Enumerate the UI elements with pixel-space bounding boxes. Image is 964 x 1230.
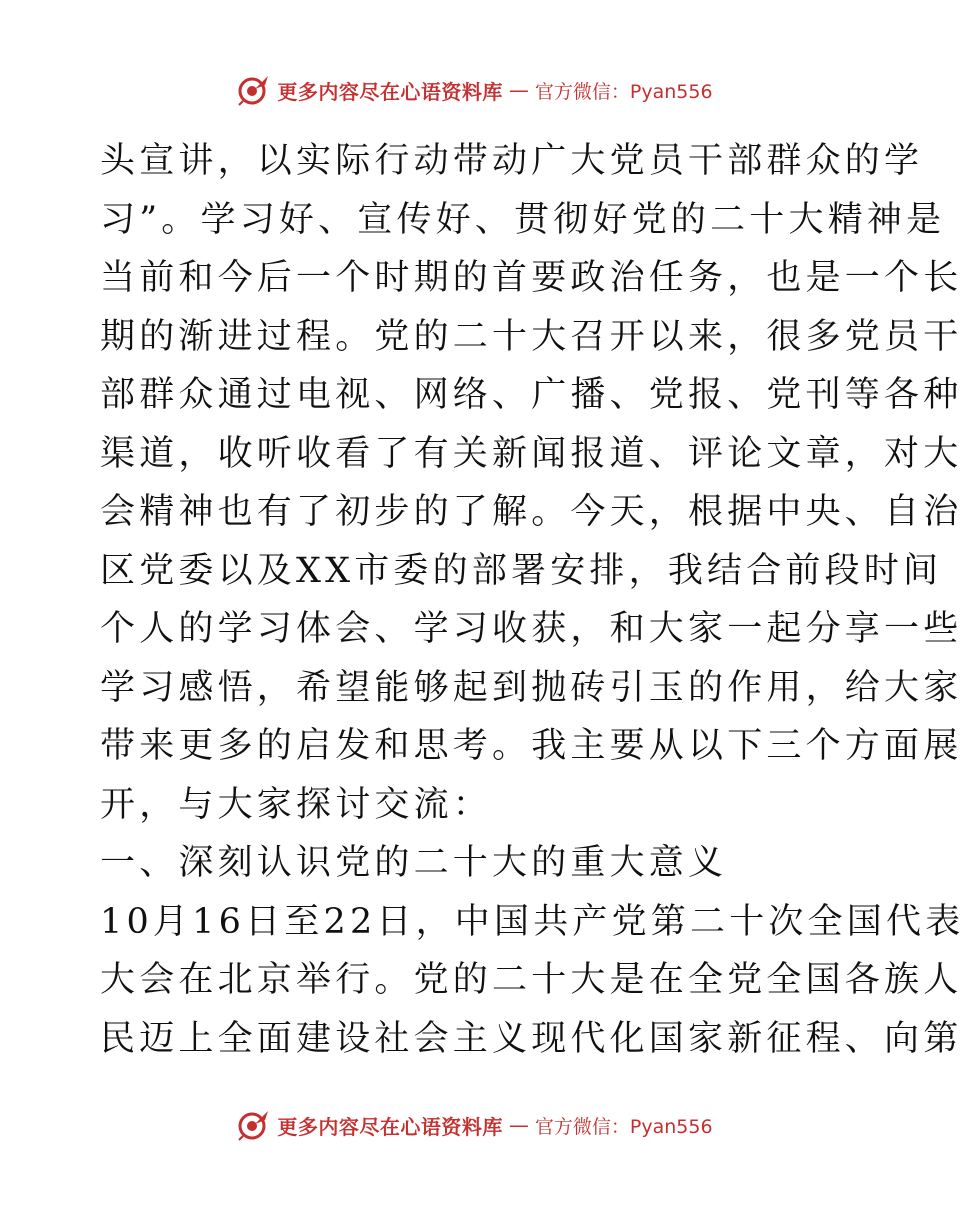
body-line: 个人的学习体会、学习收获，和大家一起分享一些: [100, 609, 963, 649]
body-line: 大会在北京举行。党的二十大是在全党全国各族人: [100, 960, 963, 1000]
footer-banner-title: 更多内容尽在心语资料库: [277, 1114, 503, 1139]
body-line: 10月16日至22日，中国共产党第二十次全国代表: [100, 901, 964, 942]
document-body: [100, 132, 964, 1068]
footer-banner: [0, 1105, 950, 1145]
header-banner-title: 更多内容尽在心语资料库: [277, 79, 503, 104]
body-line: 头宣讲，以实际行动带动广大党员干部群众的学: [100, 141, 924, 181]
footer-banner-dash: —: [508, 1113, 529, 1137]
header-banner-wechat: 官方微信：Pyan556: [534, 80, 713, 103]
section-heading: 一、深刻认识党的二十大的重大意义: [100, 843, 728, 883]
body-line: 习”。学习好、宣传好、贯彻好党的二十大精神是: [100, 199, 946, 240]
body-line: 部群众通过电视、网络、广播、党报、党刊等各种: [100, 375, 963, 415]
body-line: 会精神也有了初步的了解。今天，根据中央、自治: [100, 492, 963, 532]
quill-logo-icon: [237, 1108, 271, 1142]
header-banner: [0, 70, 950, 110]
footer-banner-inner: [237, 1108, 712, 1142]
body-line: 期的渐进过程。党的二十大召开以来，很多党员干: [100, 316, 963, 357]
quill-logo-icon: [237, 73, 271, 107]
body-line: 开，与大家探讨交流：: [100, 784, 493, 825]
body-line: 学习感悟，希望能够起到抛砖引玉的作用，给大家: [100, 667, 963, 708]
header-banner-dash: —: [508, 78, 529, 102]
footer-banner-wechat: 官方微信：Pyan556: [534, 1115, 713, 1138]
body-line: 民迈上全面建设社会主义现代化国家新征程、向第: [100, 1018, 963, 1059]
header-banner-inner: [237, 73, 712, 107]
body-line: 渠道，收听收看了有关新闻报道、评论文章，对大: [100, 433, 963, 474]
body-line: 带来更多的启发和思考。我主要从以下三个方面展: [100, 726, 963, 766]
body-line: 区党委以及XX市委的部署安排，我结合前段时间: [100, 550, 943, 591]
body-line: 当前和今后一个时期的首要政治任务，也是一个长: [100, 258, 963, 298]
